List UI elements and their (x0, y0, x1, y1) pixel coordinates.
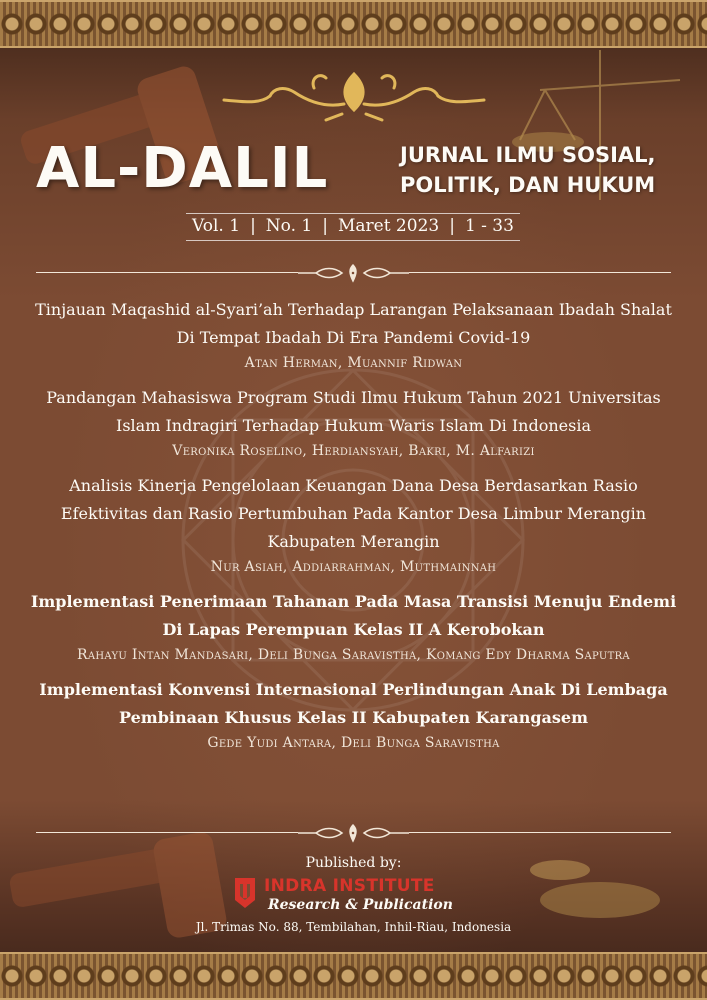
page-range: 1 - 33 (464, 216, 514, 236)
article-authors: Rahayu Intan Mandasari, Deli Bunga Saravistha, Komang Edy Dharma Saputra (77, 647, 630, 663)
divider-ornament-icon (298, 263, 409, 283)
publisher-logo (232, 874, 492, 916)
separator: | (449, 216, 455, 236)
article-authors: Veronika Roselino, Herdiansyah, Bakri, M. Alfarizi (172, 443, 535, 459)
top-divider (36, 263, 671, 283)
published-by-label: Published by: (305, 855, 402, 871)
issue-info (186, 213, 520, 241)
journal-subtitle (400, 140, 700, 200)
article-authors: Nur Asiah, Addiarrahman, Muthmainnah (210, 559, 497, 575)
volume: Vol. 1 (192, 216, 241, 236)
article-entry (30, 472, 677, 578)
publisher-name: INDRA INSTITUTE (264, 876, 435, 896)
article-entry (30, 296, 677, 374)
divider-ornament-icon (298, 823, 409, 843)
journal-subtitle-line-2: POLITIK, DAN HUKUM (400, 173, 656, 197)
publisher-tagline: Research & Publication (268, 897, 453, 913)
journal-subtitle-line-1: JURNAL ILMU SOSIAL, (400, 143, 656, 167)
issue-number: No. 1 (265, 216, 313, 236)
article-authors: Gede Yudi Antara, Deli Bunga Saravistha (207, 735, 500, 751)
article-title: Implementasi Penerimaan Tahanan Pada Masa Transisi Menuju Endemi Di Lapas Perempuan Kelas II A Kerobokan (30, 592, 677, 639)
article-entry (30, 384, 677, 462)
article-title: Analisis Kinerja Pengelolaan Keuangan Dana Desa Berdasarkan Rasio Efektivitas dan Rasio Pertumbuhan Pada Kantor Desa Limbur Merangin Kabupaten Merangin (60, 476, 647, 551)
separator: | (322, 216, 328, 236)
masthead-ornament (214, 64, 494, 124)
bottom-divider (36, 823, 671, 843)
article-entry (30, 676, 677, 754)
publisher-logo-icon (232, 876, 258, 910)
article-entry (30, 588, 677, 666)
journal-title: AL-DALIL (36, 136, 329, 201)
table-of-contents (30, 296, 677, 764)
bottom-ornamental-border (0, 952, 707, 1000)
article-title: Implementasi Konvensi Internasional Perlindungan Anak Di Lembaga Pembinaan Khusus Kelas II Kabupaten Karangasem (39, 680, 668, 727)
article-title: Tinjauan Maqashid al-Syari’ah Terhadap Larangan Pelaksanaan Ibadah Shalat Di Tempat Ibadah Di Era Pandemi Covid-19 (35, 300, 672, 347)
article-authors: Atan Herman, Muannif Ridwan (244, 355, 463, 371)
publisher-address: Jl. Trimas No. 88, Tembilahan, Inhil-Riau, Indonesia (195, 920, 512, 934)
issue-date: Maret 2023 (337, 216, 440, 236)
article-title: Pandangan Mahasiswa Program Studi Ilmu Hukum Tahun 2021 Universitas Islam Indragiri Terhadap Hukum Waris Islam Di Indonesia (46, 388, 661, 435)
separator: | (250, 216, 256, 236)
